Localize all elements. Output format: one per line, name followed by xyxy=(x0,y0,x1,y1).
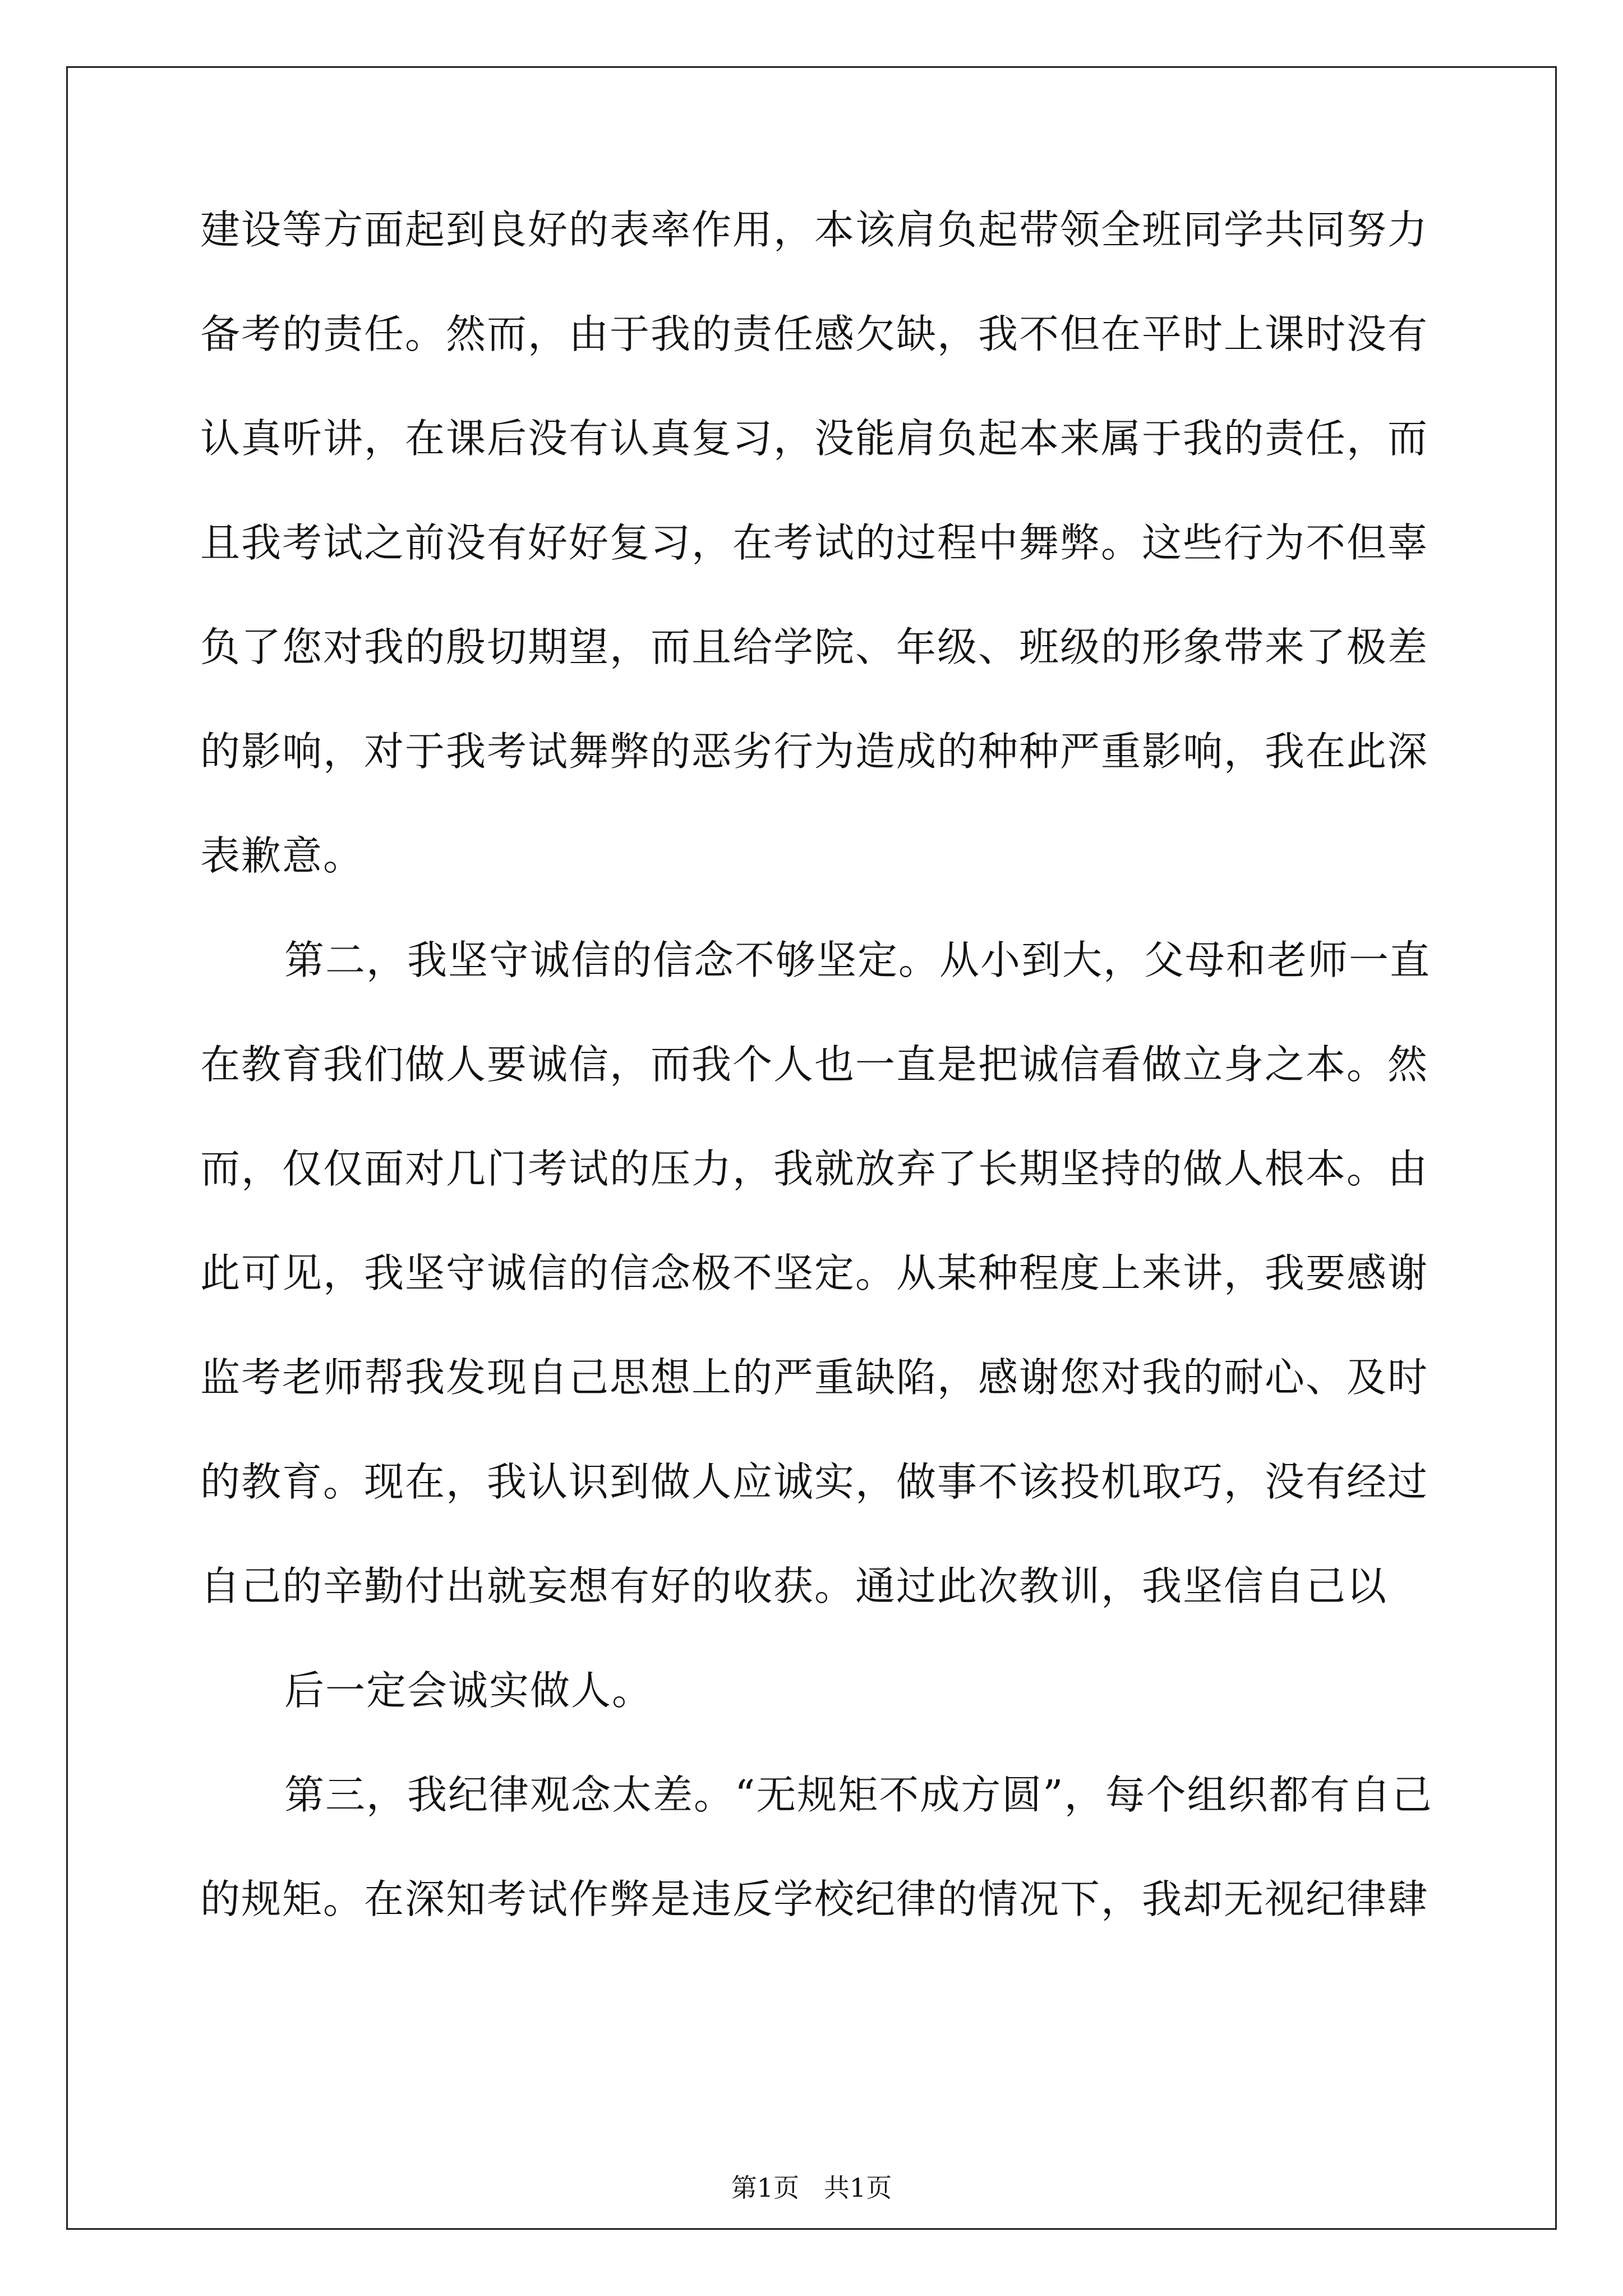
text-line: 监考老师帮我发现自己思想上的严重缺陷，感谢您对我的耐心、及时 xyxy=(200,1354,1429,1401)
text-line: 第二，我坚守诚信的信念不够坚定。从小到大，父母和老师一直 xyxy=(284,937,1431,983)
text-line: 建设等方面起到良好的表率作用，本该肩负起带领全班同学共同努力 xyxy=(200,206,1429,253)
text-line: 第三，我纪律观念太差。“无规矩不成方圆”，每个组织都有自己 xyxy=(284,1772,1433,1818)
page-footer: 第1页 共1页 xyxy=(731,2173,892,2203)
text-line: 后一定会诚实做人。 xyxy=(284,1667,653,1714)
text-line: 的影响，对于我考试舞弊的恶劣行为造成的种种严重影响，我在此深 xyxy=(200,728,1429,775)
text-line: 表歉意。 xyxy=(200,832,365,879)
text-line: 此可见，我坚守诚信的信念极不坚定。从某种程度上来讲，我要感谢 xyxy=(200,1250,1429,1296)
text-line: 的教育。现在，我认识到做人应诚实，做事不该投机取巧，没有经过 xyxy=(200,1458,1429,1505)
text-line: 的规矩。在深知考试作弊是违反学校纪律的情况下，我却无视纪律肆 xyxy=(200,1876,1429,1922)
text-line: 且我考试之前没有好好复习，在考试的过程中舞弊。这些行为不但辜 xyxy=(200,519,1429,566)
text-line: 自己的辛勤付出就妄想有好的收获。通过此次教训，我坚信自己以 xyxy=(200,1563,1388,1609)
text-line: 而，仅仅面对几门考试的压力，我就放弃了长期坚持的做人根本。由 xyxy=(200,1145,1429,1192)
text-line: 认真听讲，在课后没有认真复习，没能肩负起本来属于我的责任，而 xyxy=(200,415,1429,462)
text-line: 备考的责任。然而，由于我的责任感欠缺，我不但在平时上课时没有 xyxy=(200,311,1429,357)
text-line: 在教育我们做人要诚信，而我个人也一直是把诚信看做立身之本。然 xyxy=(200,1041,1429,1088)
text-line: 负了您对我的殷切期望，而且给学院、年级、班级的形象带来了极差 xyxy=(200,624,1429,670)
